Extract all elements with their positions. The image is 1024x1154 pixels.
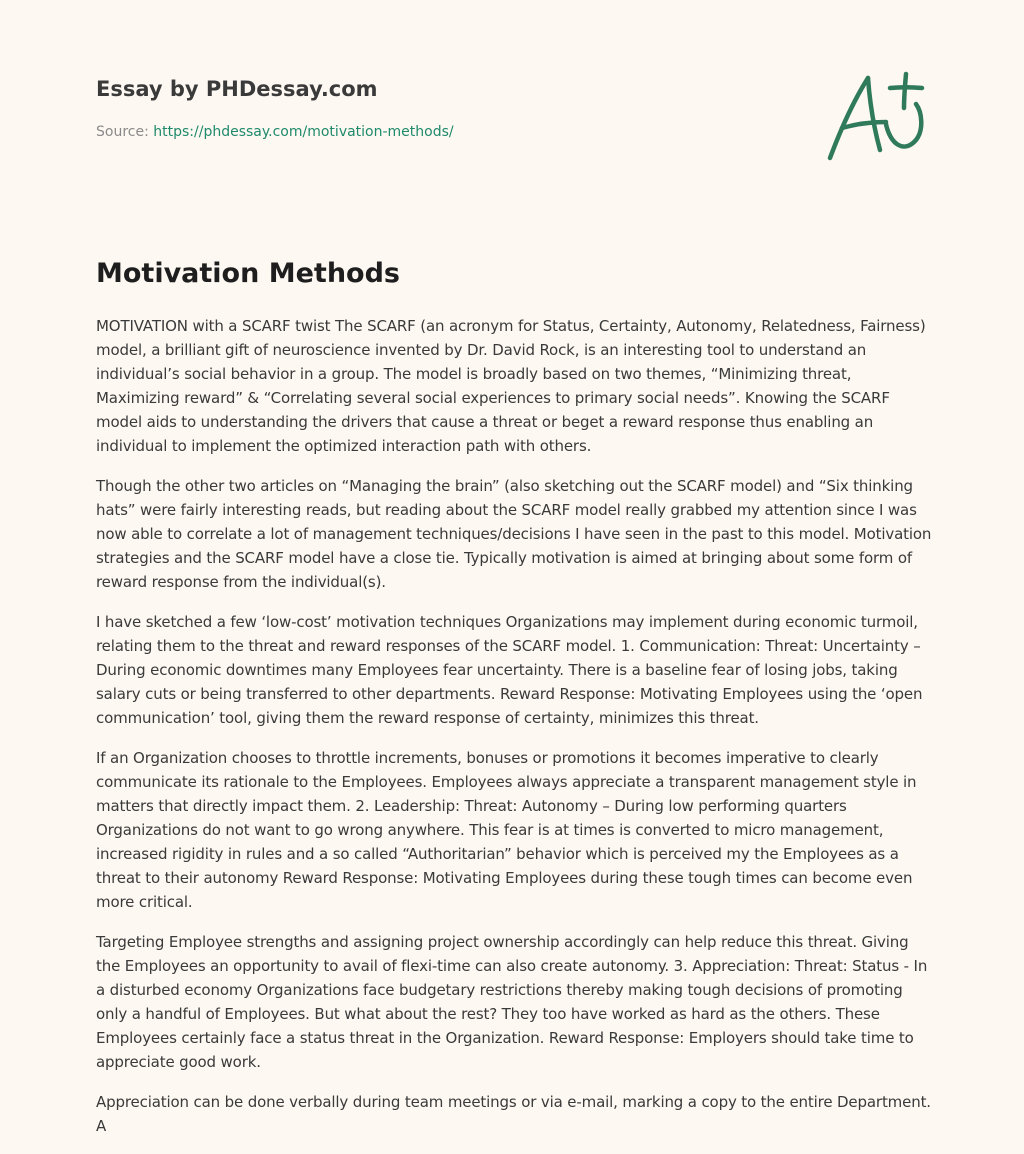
source-line: [96, 122, 796, 142]
site-title: Essay by PHDessay.com: [96, 77, 378, 101]
source-link[interactable]: https://phdessay.com/motivation-methods/: [153, 124, 454, 140]
essay-paragraph: If an Organization chooses to throttle increments, bonuses or promotions it becomes imperative to clearly communicate its rationale to the Employees. Employees always appreciate a transparent management style in matters that directly impact them. 2. Leadership: Threat: Autonomy – During low performing quarters Organizations do not want to go wrong anywhere. This fear is at times is converted to micro management, increased rigidity in rules and a so called “Authoritarian” behavior which is perceived my the Employees as a threat to their autonomy Reward Response: Motivating Employees during these tough times can become even more critical.: [96, 749, 917, 911]
source-label: Source:: [96, 124, 154, 140]
essay-paragraph: I have sketched a few ‘low-cost’ motivation techniques Organizations may implement during economic turmoil, relating them to the threat and reward responses of the SCARF model. 1. Communication: Threat: Uncertainty – During economic downtimes many Employees fear uncertainty. There is a baseline fear of losing jobs, taking salary cuts or being transferred to other departments. Reward Response: Motivating Employees using the ‘open communication’ tool, giving them the reward response of certainty, minimizes this threat.: [96, 613, 923, 727]
essay-paragraph: Appreciation can be done verbally during team meetings or via e-mail, marking a copy to the entire Department. A: [96, 1093, 931, 1135]
essay-paragraph: Though the other two articles on “Managing the brain” (also sketching out the SCARF model) and “Six thinking hats” were fairly interesting reads, but reading about the SCARF model really grabbed my attention since I was now able to correlate a lot of management techniques/decisions I have seen in the past to this model. Motivation strategies and the SCARF model have a close tie. Typically motivation is aimed at bringing about some form of reward response from the individual(s).: [96, 477, 932, 591]
essay-body: [96, 314, 934, 1154]
page-header: [96, 74, 796, 142]
a-plus-logo-icon: [820, 66, 930, 166]
essay-paragraph: Targeting Employee strengths and assigning project ownership accordingly can help reduce this threat. Giving the Employees an opportunity to avail of flexi-time can also create autonomy. 3. Appreciation: Threat: Status - In a disturbed economy Organizations face budgetary restrictions thereby making tough decisions of promoting only a handful of Employees. But what about the rest? They too have worked as hard as the others. These Employees certainly face a status threat in the Organization. Reward Response: Employers should take time to appreciate good work.: [96, 933, 928, 1071]
essay-title: Motivation Methods: [96, 258, 400, 289]
essay-paragraph: MOTIVATION with a SCARF twist The SCARF (an acronym for Status, Certainty, Autonomy, Relatedness, Fairness) model, a brilliant gift of neuroscience invented by Dr. David Rock, is an interesting tool to understand an individual’s social behavior in a group. The model is broadly based on two themes, “Minimizing threat, Maximizing reward” & “Correlating several social experiences to primary social needs”. Knowing the SCARF model aids to understanding the drivers that cause a threat or beget a reward response thus enabling an individual to implement the optimized interaction path with others.: [96, 317, 926, 455]
